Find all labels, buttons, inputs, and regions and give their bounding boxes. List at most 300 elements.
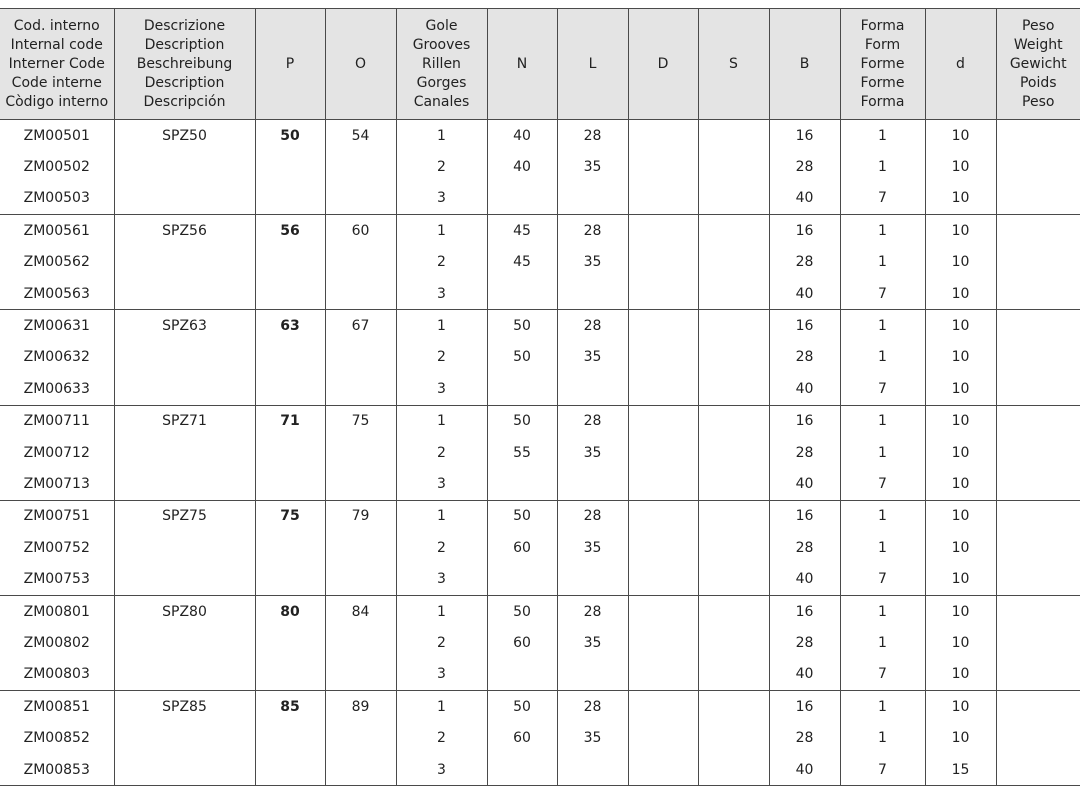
cell-weight: [996, 342, 1080, 373]
cell-form: 1: [840, 342, 925, 373]
cell-weight: [996, 183, 1080, 215]
cell-o: [325, 183, 396, 215]
cell-code: ZM00853: [0, 754, 114, 786]
cell-description: [114, 563, 255, 595]
cell-d-upper: [628, 247, 698, 278]
cell-description: [114, 342, 255, 373]
cell-code: ZM00713: [0, 468, 114, 500]
table-row: [0, 405, 1080, 437]
cell-s: [698, 151, 769, 182]
cell-code: ZM00802: [0, 627, 114, 658]
cell-description: [114, 437, 255, 468]
cell-description: SPZ80: [114, 595, 255, 627]
cell-description: [114, 151, 255, 182]
cell-b: 40: [769, 278, 840, 310]
header-n: [487, 9, 557, 120]
cell-n: 50: [487, 500, 557, 532]
cell-d-lower: 10: [925, 722, 996, 753]
cell-grooves: 3: [396, 373, 487, 405]
cell-weight: [996, 754, 1080, 786]
header-text: Description: [115, 74, 255, 93]
cell-o: 84: [325, 595, 396, 627]
cell-b: 16: [769, 405, 840, 437]
cell-p: [255, 342, 325, 373]
cell-description: [114, 627, 255, 658]
cell-d-upper: [628, 691, 698, 723]
cell-form: 1: [840, 215, 925, 247]
cell-description: [114, 659, 255, 691]
cell-s: [698, 468, 769, 500]
cell-d-lower: 10: [925, 532, 996, 563]
cell-n: [487, 754, 557, 786]
cell-form: 7: [840, 563, 925, 595]
cell-n: 45: [487, 247, 557, 278]
cell-code: ZM00851: [0, 691, 114, 723]
cell-form: 1: [840, 120, 925, 152]
cell-s: [698, 595, 769, 627]
cell-d-upper: [628, 373, 698, 405]
cell-n: 50: [487, 310, 557, 342]
cell-grooves: 1: [396, 215, 487, 247]
cell-s: [698, 500, 769, 532]
cell-d-upper: [628, 120, 698, 152]
cell-l: 28: [557, 691, 628, 723]
cell-d-lower: 10: [925, 563, 996, 595]
header-text: S: [699, 55, 769, 74]
cell-description: [114, 278, 255, 310]
cell-description: SPZ85: [114, 691, 255, 723]
table-row: [0, 532, 1080, 563]
cell-n: [487, 468, 557, 500]
cell-b: 40: [769, 563, 840, 595]
cell-weight: [996, 500, 1080, 532]
table-row: [0, 310, 1080, 342]
cell-p: [255, 183, 325, 215]
cell-n: 50: [487, 405, 557, 437]
cell-d-lower: 10: [925, 183, 996, 215]
cell-d-lower: 10: [925, 310, 996, 342]
cell-description: [114, 532, 255, 563]
cell-weight: [996, 373, 1080, 405]
cell-b: 28: [769, 151, 840, 182]
cell-d-lower: 10: [925, 500, 996, 532]
cell-grooves: 2: [396, 247, 487, 278]
cell-s: [698, 373, 769, 405]
cell-b: 28: [769, 627, 840, 658]
cell-p: [255, 659, 325, 691]
table-row: [0, 120, 1080, 152]
cell-s: [698, 342, 769, 373]
header-text: Poids: [997, 74, 1080, 93]
header-text: Code interne: [0, 74, 114, 93]
cell-n: 45: [487, 215, 557, 247]
cell-code: ZM00632: [0, 342, 114, 373]
header-text: P: [256, 55, 325, 74]
cell-d-upper: [628, 563, 698, 595]
table-row: [0, 183, 1080, 215]
cell-d-upper: [628, 722, 698, 753]
cell-l: 28: [557, 215, 628, 247]
cell-code: ZM00801: [0, 595, 114, 627]
cell-form: 1: [840, 437, 925, 468]
cell-d-lower: 10: [925, 120, 996, 152]
table-body: [0, 120, 1080, 786]
cell-o: [325, 437, 396, 468]
cell-l: [557, 563, 628, 595]
cell-s: [698, 437, 769, 468]
cell-n: 50: [487, 595, 557, 627]
cell-p: [255, 437, 325, 468]
cell-weight: [996, 151, 1080, 182]
cell-grooves: 1: [396, 405, 487, 437]
cell-weight: [996, 310, 1080, 342]
cell-d-upper: [628, 754, 698, 786]
cell-d-lower: 10: [925, 278, 996, 310]
header-text: Gole: [397, 17, 487, 36]
header-text: Còdigo interno: [0, 93, 114, 112]
cell-o: [325, 342, 396, 373]
cell-code: ZM00752: [0, 532, 114, 563]
cell-p: 56: [255, 215, 325, 247]
cell-d-upper: [628, 659, 698, 691]
cell-b: 16: [769, 215, 840, 247]
cell-d-lower: 10: [925, 627, 996, 658]
cell-grooves: 1: [396, 691, 487, 723]
cell-o: [325, 563, 396, 595]
cell-n: [487, 278, 557, 310]
cell-code: ZM00711: [0, 405, 114, 437]
cell-weight: [996, 532, 1080, 563]
cell-b: 40: [769, 468, 840, 500]
cell-grooves: 3: [396, 754, 487, 786]
cell-d-lower: 10: [925, 659, 996, 691]
header-text: Canales: [397, 93, 487, 112]
cell-d-lower: 10: [925, 595, 996, 627]
cell-weight: [996, 215, 1080, 247]
cell-s: [698, 310, 769, 342]
cell-description: SPZ71: [114, 405, 255, 437]
cell-form: 1: [840, 691, 925, 723]
cell-description: [114, 373, 255, 405]
cell-d-lower: 10: [925, 437, 996, 468]
cell-d-upper: [628, 215, 698, 247]
cell-l: 35: [557, 437, 628, 468]
cell-d-upper: [628, 595, 698, 627]
cell-o: 54: [325, 120, 396, 152]
cell-d-upper: [628, 532, 698, 563]
table-row: [0, 754, 1080, 786]
cell-l: 28: [557, 595, 628, 627]
cell-d-upper: [628, 437, 698, 468]
cell-form: 1: [840, 405, 925, 437]
cell-p: [255, 278, 325, 310]
cell-o: [325, 532, 396, 563]
cell-o: [325, 754, 396, 786]
cell-b: 40: [769, 659, 840, 691]
cell-code: ZM00562: [0, 247, 114, 278]
header-text: Internal code: [0, 36, 114, 55]
cell-grooves: 1: [396, 500, 487, 532]
cell-weight: [996, 627, 1080, 658]
header-text: B: [770, 55, 840, 74]
header-text: Weight: [997, 36, 1080, 55]
cell-grooves: 1: [396, 120, 487, 152]
table-row: [0, 468, 1080, 500]
cell-s: [698, 215, 769, 247]
cell-l: [557, 754, 628, 786]
cell-l: [557, 183, 628, 215]
cell-p: [255, 373, 325, 405]
cell-description: SPZ56: [114, 215, 255, 247]
cell-form: 7: [840, 278, 925, 310]
table-row: [0, 342, 1080, 373]
cell-p: [255, 468, 325, 500]
cell-d-upper: [628, 342, 698, 373]
cell-d-lower: 10: [925, 151, 996, 182]
cell-weight: [996, 563, 1080, 595]
cell-o: 60: [325, 215, 396, 247]
cell-o: [325, 627, 396, 658]
cell-p: 80: [255, 595, 325, 627]
cell-n: 40: [487, 151, 557, 182]
cell-grooves: 2: [396, 627, 487, 658]
cell-grooves: 2: [396, 437, 487, 468]
cell-weight: [996, 278, 1080, 310]
cell-o: [325, 659, 396, 691]
cell-l: 28: [557, 310, 628, 342]
cell-l: 35: [557, 627, 628, 658]
cell-p: 63: [255, 310, 325, 342]
table-row: [0, 659, 1080, 691]
cell-code: ZM00502: [0, 151, 114, 182]
header-text: Gewicht: [997, 55, 1080, 74]
cell-description: [114, 754, 255, 786]
cell-l: 35: [557, 151, 628, 182]
cell-n: [487, 659, 557, 691]
cell-l: 28: [557, 500, 628, 532]
cell-description: [114, 468, 255, 500]
header-text: Grooves: [397, 36, 487, 55]
cell-weight: [996, 437, 1080, 468]
header-row: [0, 9, 1080, 120]
header-weight: [996, 9, 1080, 120]
cell-grooves: 3: [396, 183, 487, 215]
cell-o: [325, 373, 396, 405]
table-row: [0, 627, 1080, 658]
cell-p: [255, 627, 325, 658]
cell-n: 40: [487, 120, 557, 152]
cell-code: ZM00751: [0, 500, 114, 532]
cell-weight: [996, 468, 1080, 500]
cell-b: 28: [769, 342, 840, 373]
cell-d-upper: [628, 310, 698, 342]
cell-p: [255, 151, 325, 182]
cell-d-lower: 10: [925, 405, 996, 437]
cell-o: [325, 151, 396, 182]
header-text: D: [629, 55, 698, 74]
header-text: Form: [841, 36, 925, 55]
cell-form: 1: [840, 310, 925, 342]
cell-grooves: 2: [396, 151, 487, 182]
cell-s: [698, 722, 769, 753]
cell-n: 60: [487, 627, 557, 658]
cell-b: 28: [769, 247, 840, 278]
header-form: [840, 9, 925, 120]
cell-b: 28: [769, 437, 840, 468]
cell-n: 60: [487, 532, 557, 563]
cell-description: [114, 722, 255, 753]
cell-s: [698, 278, 769, 310]
cell-l: 28: [557, 405, 628, 437]
cell-form: 7: [840, 183, 925, 215]
cell-grooves: 1: [396, 310, 487, 342]
cell-l: [557, 373, 628, 405]
cell-o: [325, 468, 396, 500]
cell-d-lower: 10: [925, 342, 996, 373]
cell-b: 16: [769, 500, 840, 532]
cell-form: 7: [840, 754, 925, 786]
cell-n: 50: [487, 691, 557, 723]
cell-code: ZM00852: [0, 722, 114, 753]
cell-d-upper: [628, 627, 698, 658]
header-o: [325, 9, 396, 120]
cell-d-lower: 10: [925, 691, 996, 723]
cell-form: 1: [840, 500, 925, 532]
table-row: [0, 373, 1080, 405]
cell-s: [698, 563, 769, 595]
cell-d-upper: [628, 500, 698, 532]
cell-b: 16: [769, 691, 840, 723]
header-grooves: [396, 9, 487, 120]
cell-s: [698, 532, 769, 563]
cell-description: [114, 183, 255, 215]
cell-code: ZM00501: [0, 120, 114, 152]
cell-p: [255, 532, 325, 563]
cell-grooves: 1: [396, 595, 487, 627]
cell-description: SPZ75: [114, 500, 255, 532]
header-text: Descripción: [115, 93, 255, 112]
cell-d-lower: 10: [925, 215, 996, 247]
cell-form: 1: [840, 722, 925, 753]
header-text: Rillen: [397, 55, 487, 74]
cell-s: [698, 405, 769, 437]
cell-b: 16: [769, 310, 840, 342]
cell-form: 1: [840, 595, 925, 627]
cell-o: 79: [325, 500, 396, 532]
cell-weight: [996, 595, 1080, 627]
header-description: [114, 9, 255, 120]
header-text: Gorges: [397, 74, 487, 93]
cell-o: 89: [325, 691, 396, 723]
header-text: Peso: [997, 93, 1080, 112]
table-row: [0, 722, 1080, 753]
cell-weight: [996, 659, 1080, 691]
cell-form: 7: [840, 468, 925, 500]
cell-d-upper: [628, 183, 698, 215]
cell-b: 40: [769, 373, 840, 405]
cell-s: [698, 659, 769, 691]
header-p: [255, 9, 325, 120]
cell-n: 60: [487, 722, 557, 753]
cell-l: [557, 278, 628, 310]
cell-o: 75: [325, 405, 396, 437]
cell-p: 71: [255, 405, 325, 437]
cell-weight: [996, 691, 1080, 723]
cell-l: 35: [557, 342, 628, 373]
header-b: [769, 9, 840, 120]
header-text: Forma: [841, 93, 925, 112]
cell-s: [698, 691, 769, 723]
cell-s: [698, 754, 769, 786]
cell-weight: [996, 405, 1080, 437]
cell-weight: [996, 247, 1080, 278]
cell-p: 85: [255, 691, 325, 723]
cell-form: 7: [840, 659, 925, 691]
table-row: [0, 278, 1080, 310]
cell-s: [698, 627, 769, 658]
cell-p: [255, 247, 325, 278]
table-row: [0, 215, 1080, 247]
cell-code: ZM00563: [0, 278, 114, 310]
cell-code: ZM00803: [0, 659, 114, 691]
cell-code: ZM00753: [0, 563, 114, 595]
cell-n: [487, 373, 557, 405]
cell-d-lower: 10: [925, 247, 996, 278]
cell-p: [255, 722, 325, 753]
cell-p: [255, 563, 325, 595]
cell-grooves: 3: [396, 659, 487, 691]
cell-d-upper: [628, 468, 698, 500]
cell-d-lower: 10: [925, 468, 996, 500]
cell-p: 75: [255, 500, 325, 532]
cell-b: 16: [769, 120, 840, 152]
cell-b: 28: [769, 532, 840, 563]
cell-code: ZM00712: [0, 437, 114, 468]
cell-grooves: 2: [396, 722, 487, 753]
table-row: [0, 500, 1080, 532]
header-text: Forme: [841, 55, 925, 74]
header-s: [698, 9, 769, 120]
table-row: [0, 595, 1080, 627]
cell-l: 35: [557, 722, 628, 753]
cell-grooves: 2: [396, 342, 487, 373]
cell-d-upper: [628, 151, 698, 182]
cell-b: 16: [769, 595, 840, 627]
header-text: d: [926, 55, 996, 74]
cell-code: ZM00633: [0, 373, 114, 405]
table-header: [0, 9, 1080, 120]
cell-n: 50: [487, 342, 557, 373]
header-text: Forma: [841, 17, 925, 36]
header-l: [557, 9, 628, 120]
header-text: Description: [115, 36, 255, 55]
header-text: L: [558, 55, 628, 74]
header-text: O: [326, 55, 396, 74]
pulley-spec-table: [0, 8, 1080, 786]
header-d-upper: [628, 9, 698, 120]
table-row: [0, 247, 1080, 278]
cell-d-lower: 15: [925, 754, 996, 786]
cell-description: SPZ50: [114, 120, 255, 152]
cell-b: 40: [769, 183, 840, 215]
header-text: Descrizione: [115, 17, 255, 36]
header-text: Forme: [841, 74, 925, 93]
header-d-lower: [925, 9, 996, 120]
table-row: [0, 437, 1080, 468]
cell-weight: [996, 722, 1080, 753]
cell-form: 1: [840, 532, 925, 563]
cell-s: [698, 183, 769, 215]
